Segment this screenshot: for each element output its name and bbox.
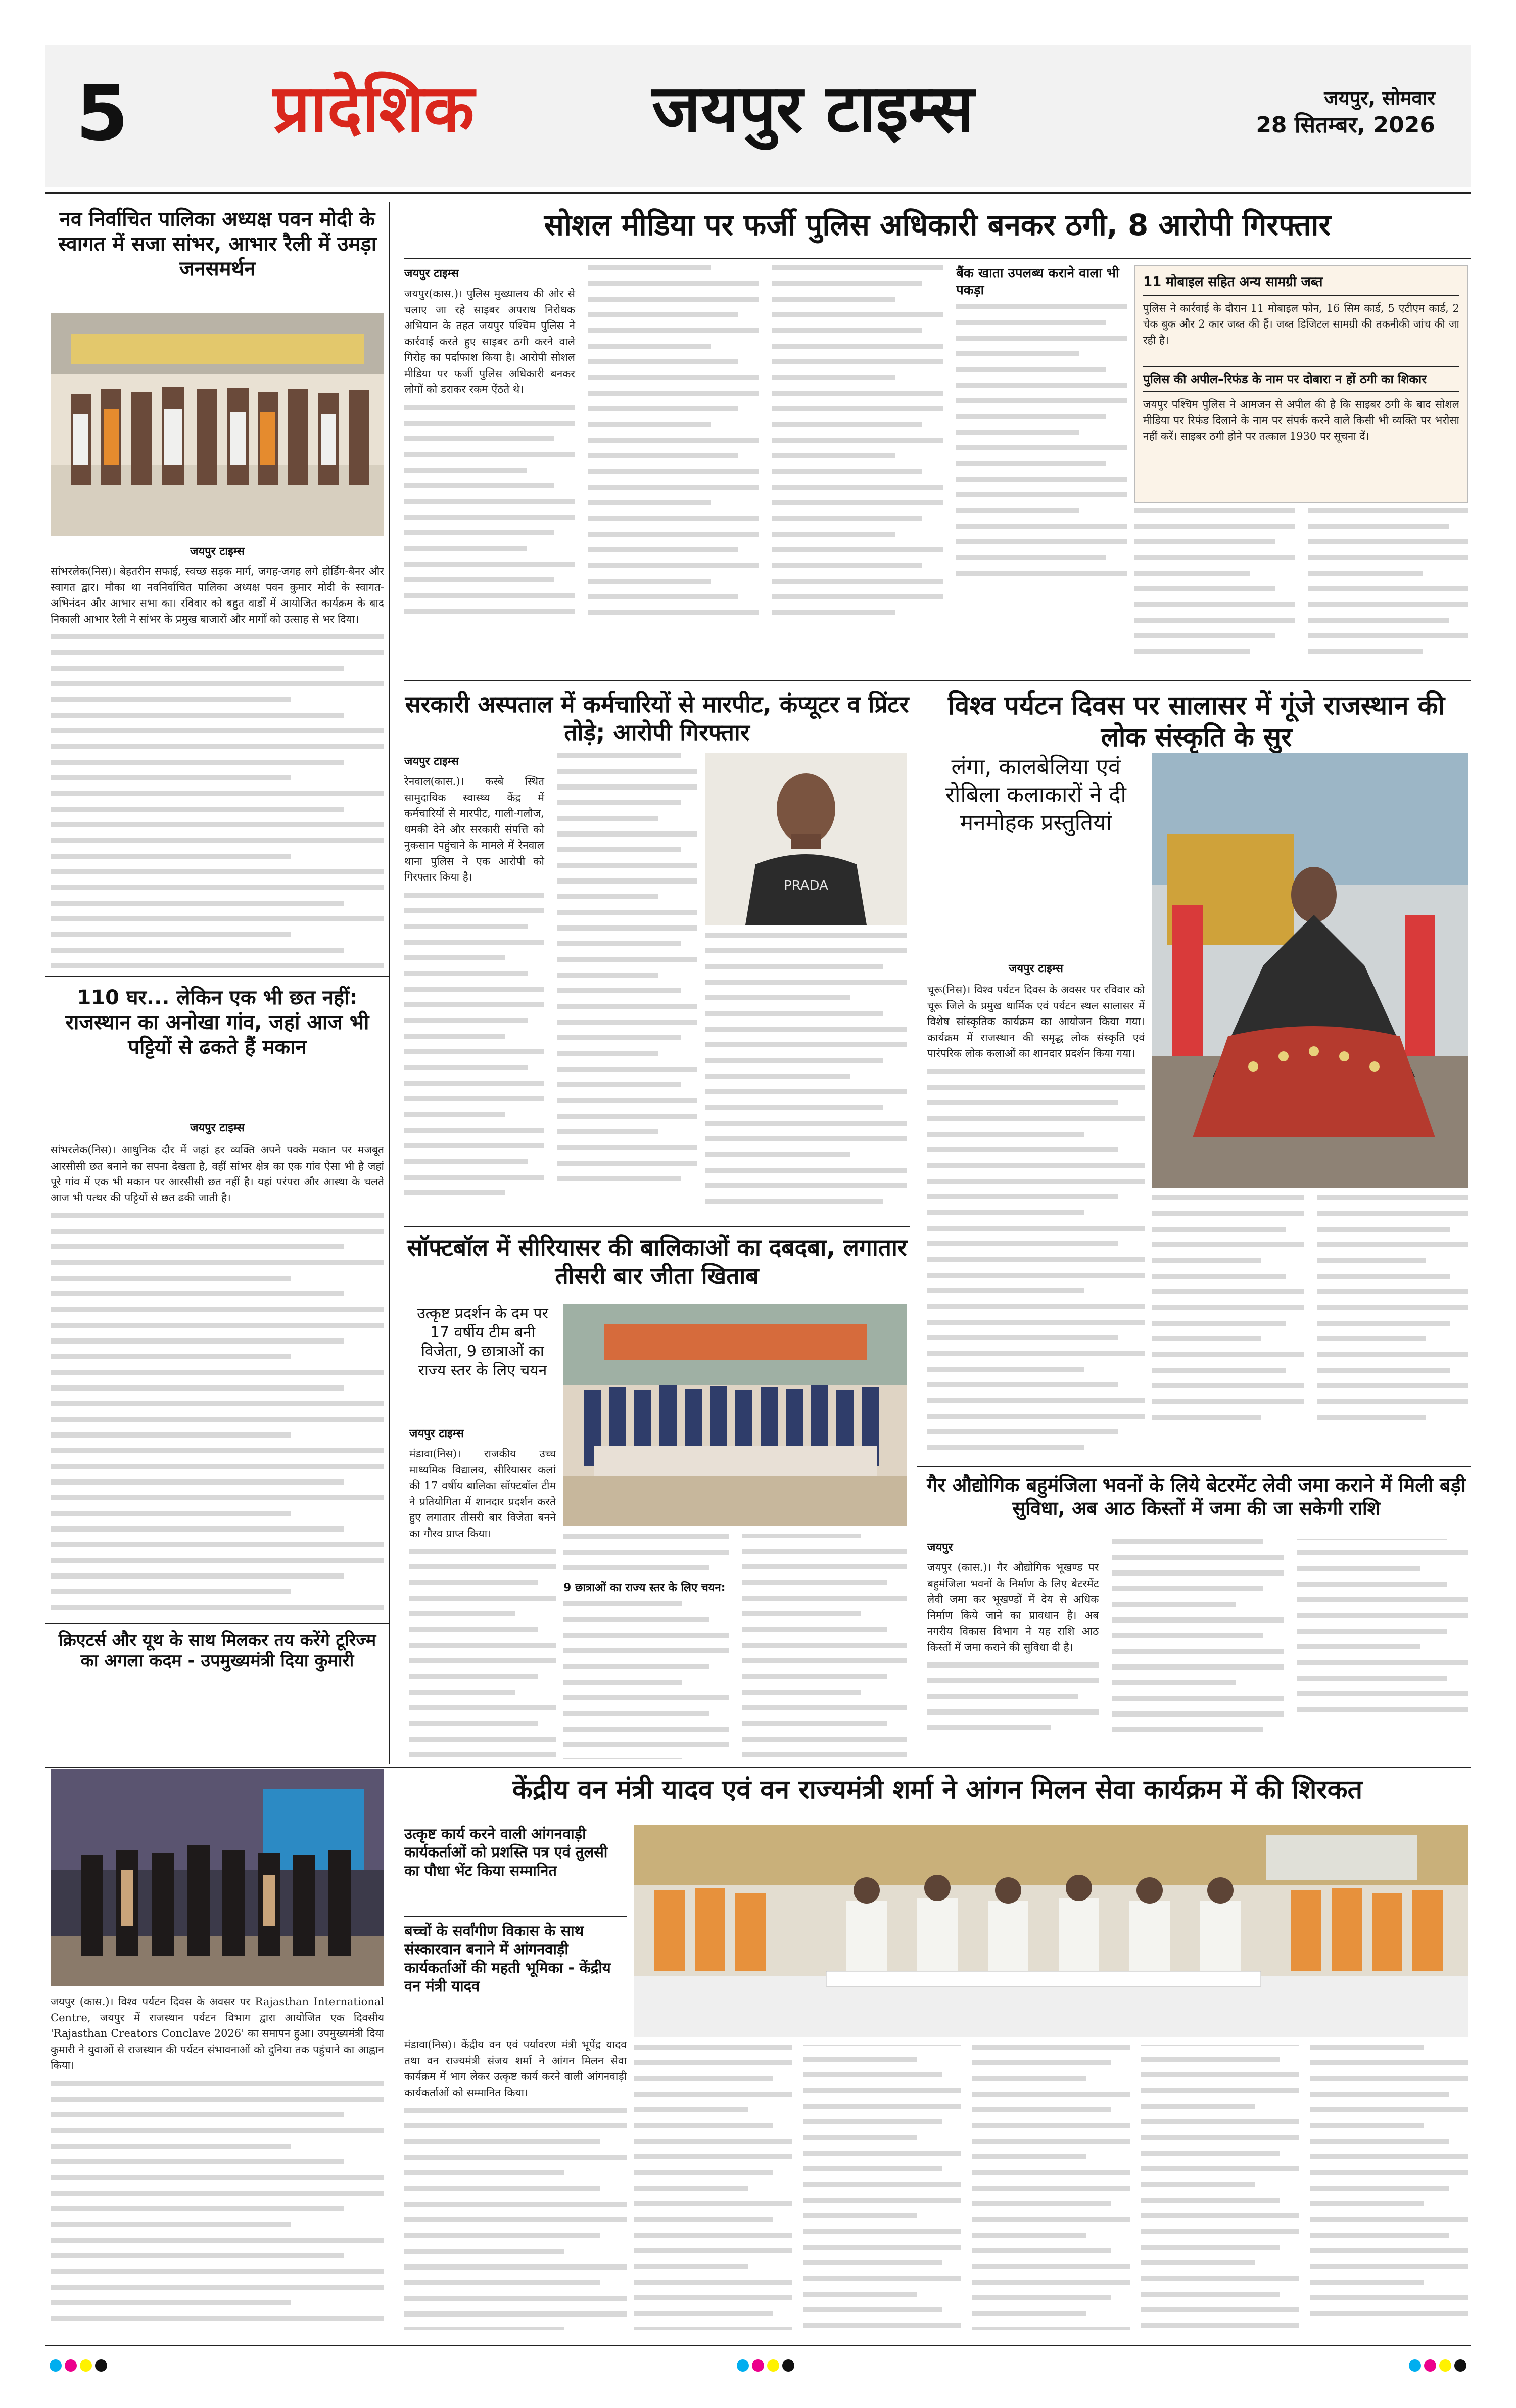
forest-lead: मंडावा(निस)। केंद्रीय वन एवं पर्यावरण मंत्री भूपेंद्र यादव तथा वन राज्यमंत्री संजय शर्मा ने आंगन मिलन सेवा कार्यक्रम में भाग लेकर उत्कृष्ट कार्य करने वाली आंगनवाड़ी कार्यकर्ताओं को सम्मानित किया। [404,2039,627,2099]
section-divider [404,1226,910,1227]
dateline [1193,86,1435,140]
section-divider [45,976,389,977]
tourism-lead: जयपुर (कास.)। विश्व पर्यटन दिवस के अवसर पर Rajasthan International Centre, जयपुर में राजस्थान पर्यटन विभाग द्वारा आयोजित एक दिवसीय 'Rajasthan Creators Conclave 2026' का समापन हुआ। उपमुख्यमंत्री दिया कुमारी ने युवाओं से राजस्थान की पर्यटन संभावनाओं को दुनिया तक पहुंचाने का आह्वान किया। [51,1996,384,2071]
betterment-body [927,1539,1468,1759]
headline-rule [404,258,1471,259]
rally-photo-image [51,313,384,536]
dancer-photo-image [1152,753,1468,1188]
village-byline: जयपुर टाइम्स [190,1122,245,1134]
pawan-byline: जयपुर टाइम्स [190,545,245,558]
police-headline: सोशल मीडिया पर फर्जी पुलिस अधिकारी बनकर ठगी, 8 आरोपी गिरफ्तार [544,208,1331,242]
salasar-body-right [1152,1195,1468,1461]
tourism-photo [51,1769,384,1986]
pawan-body [51,564,384,968]
text-placeholder [563,1534,907,1759]
text-placeholder [1134,508,1468,665]
salasar-deck: लंगा, कालबेलिया एवं रोबिला कलाकारों ने दी मनमोहक प्रस्तुतियां [945,754,1126,836]
text-placeholder [404,753,697,1199]
village-headline: 110 घर... लेकिन एक भी छत नहीं: राजस्थान का अनोखा गांव, जहां आज भी पट्टियों से ढकते हैं मकान [65,986,369,1059]
text-placeholder [51,2081,384,2321]
police-box-text: पुलिस ने कार्रवाई के दौरान 11 मोबाइल फोन, 16 सिम कार्ड, 5 एटीएम कार्ड, 2 चेक बुक और 2 कार जब्त की हैं। जब्त डिजिटल सामग्री की तकनीकी जांच की जा रही है। [1143,302,1459,346]
page-number: 5 [76,70,129,158]
salasar-photo [1152,753,1468,1188]
hospital-lead: रेनवाल(कास.)। कस्बे स्थित सामुदायिक स्वास्थ्य केंद्र में कर्मचारियों से मारपीट, गाली-गलौज, धमकी देने और सरकारी संपत्ति को नुकसान पहुंचाने के मामले में रेनवाल थाना पुलिस ने एक आरोपी को गिरफ्तार किया है। [404,775,544,883]
section-divider [404,680,1471,681]
issue-date: 28 सितम्बर, 2026 [1256,112,1435,138]
village-body [51,1142,384,1612]
police-info-box [1134,265,1468,503]
forest-deck-2: बच्चों के सर्वांगीण विकास के साथ संस्कारवान बनाने में आंगनवाड़ी कार्यकर्ताओं की महती भूमिका - केंद्रीय वन मंत्री यादव [404,1916,627,1995]
softball-body-right [563,1534,907,1759]
salasar-byline: जयपुर टाइम्स [1009,962,1063,975]
text-placeholder [409,1549,556,1759]
text-placeholder [705,933,907,1204]
text-placeholder [51,634,384,968]
section-divider [917,1466,1471,1467]
paper-title: जयपुर टाइम्स [652,70,974,147]
hospital-accused-photo [705,753,907,925]
softball-photo [563,1304,907,1526]
salasar-body-left [927,960,1145,1461]
tourism-body [51,1994,384,2323]
color-registration-marks [45,2355,1471,2376]
police-byline: जयपुर टाइम्स [404,267,459,280]
softball-subhead: 9 छात्राओं का राज्य स्तर के लिए चयन: [563,1582,726,1594]
softball-headline: सॉफ्टबॉल में सीरियासर की बालिकाओं का दबदबा, लगातार तीसरी बार जीता खिताब [407,1234,907,1290]
police-body-continued [1134,508,1468,675]
text-placeholder [1152,1195,1468,1430]
police-box-text2: जयपुर पश्चिम पुलिस ने आमजन से अपील की है कि साइबर ठगी के बाद सोशल मीडिया पर रिफंड दिलाने के नाम पर संपर्क करने वाले किसी भी व्यक्ति पर भरोसा नहीं करें। साइबर ठगी होने पर तत्काल 1930 पर सूचना दें। [1143,398,1459,442]
svg-text:PRADA: PRADA [784,878,828,893]
section-title: प्रादेशिक [273,70,475,147]
pawan-lead: सांभरलेक(निस)। बेहतरीन सफाई, स्वच्छ सड़क मार्ग, जगह-जगह लगे होर्डिंग-बैनर और स्वागत द्वार। मौका था नवनिर्वाचित पालिका अध्यक्ष पवन कुमार मोदी के स्वागत-अभिनंदन और आभार सभा का। रविवार को बहुत वार्डों में आयोजित कार्यक्रम के बाद निकाली आभार रैली ने सांभर के प्रमुख बाजारों और मार्गों को उत्साह से भर दिया। [51,565,384,625]
salasar-headline: विश्व पर्यटन दिवस पर सालासर में गूंजे राजस्थान की लोक संस्कृति के सुर [947,690,1445,753]
forest-deck-1: उत्कृष्ट कार्य करने वाली आंगनवाड़ी कार्यकर्ताओं को प्रशस्ति पत्र एवं तुलसी का पौधा भेंट किया सम्मानित [404,1825,608,1879]
forest-photo [634,1825,1468,2037]
event-photo-image [634,1825,1468,2037]
village-lead: सांभरलेक(निस)। आधुनिक दौर में जहां हर व्यक्ति अपने पक्के मकान पर मजबूत आरसीसी छत बनाने का सपना देखता है, वहीं सांभर क्षेत्र का एक गांव ऐसा भी है जहां पूरे गांव में एक भी मकान पर आरसीसी छत नहीं है। यहां परंपरा और आस्था के चलते आज भी पत्थर की पट्टियों से छत ढकी जाती है। [51,1144,384,1204]
hospital-headline: सरकारी अस्पताल में कर्मचारियों से मारपीट, कंप्यूटर व प्रिंटर तोड़े; आरोपी गिरफ्तार [405,690,909,747]
pawan-photo [51,313,384,536]
betterment-headline: गैर औद्योगिक बहुमंजिला भवनों के लिये बेटरमेंट लेवी जमा कराने में मिली बड़ी सुविधा, अब आठ किस्तों में जमा की जा सकेगी राशि [927,1474,1466,1520]
salasar-lead: चूरू(निस)। विश्व पर्यटन दिवस के अवसर पर रविवार को चूरू जिले के प्रमुख धार्मिक एवं पर्यटन स्थल सालासर में विशेष सांस्कृतिक कार्यक्रम का आयोजन किया गया। कार्यक्रम में राजस्थान की समृद्ध लोक संस्कृति एवं पारंपरिक लोक कलाओं का शानदार प्रदर्शन किया गया। [927,984,1145,1059]
hospital-body [404,753,697,1218]
hospital-body-right [705,933,907,1218]
section-divider [45,1623,389,1624]
section-divider [45,1767,1471,1768]
footer-rule [45,2345,1471,2346]
tourism-headline: क्रिएटर्स और यूथ के साथ मिलकर तय करेंगे टूरिज्म का अगला कदम - उपमुख्यमंत्री दिया कुमारी [58,1630,376,1672]
softball-deck: उत्कृष्ट प्रदर्शन के दम पर 17 वर्षीय टीम बनी विजेता, 9 छात्राओं का राज्य स्तर के लिए चयन [417,1305,548,1379]
team-photo-image [563,1304,907,1526]
pawan-headline: नव निर्वाचित पालिका अध्यक्ष पवन मोदी के स्वागत में सजा सांभर, आभार रैली में उमड़ा जनसमर्थन [58,208,377,281]
forest-headline: केंद्रीय वन मंत्री यादव एवं वन राज्यमंत्री शर्मा ने आंगन मिलन सेवा कार्यक्रम में की शिरकत [512,1775,1363,1805]
police-lead: जयपुर(कास.)। पुलिस मुख्यालय की ओर से चलाए जा रहे साइबर अपराध निरोधक अभियान के तहत जयपुर पश्चिम पुलिस ने कार्रवाई करते हुए साइबर ठगी करने वाले गिरोह का पर्दाफाश किया है। आरोपी सोशल मीडिया पर फर्जी पुलिस अधिकारी बनकर लोगों को डराकर रकम ऐंठते थे। [404,288,575,395]
betterment-lead: जयपुर (कास.)। गैर औद्योगिक भूखण्ड पर बहुमंजिला भवनों के निर्माण के लिए बेटरमेंट लेवी जमा कर भूखण्डों में देय से अधिक निर्माण किये जाने का प्रावधान है। अब नगरीय विकास विभाग ने यह राशि आठ किस्तों में जमा कराने की सुविधा दी है। [927,1561,1099,1653]
registration-dots [45,2355,1471,2376]
text-placeholder [634,2045,1468,2330]
softball-lead: मंडावा(निस)। राजकीय उच्च माध्यमिक विद्यालय, सीरियासर कलां की 17 वर्षीय बालिका सॉफ्टबॉल टीम ने प्रतियोगिता में शानदार प्रदर्शन करते हुए लगातार तीसरी बार विजेता बनने का गौरव प्राप्त किया। [409,1448,556,1540]
text-placeholder [927,1069,1145,1461]
text-placeholder [404,265,1127,616]
softball-body-left [409,1425,556,1759]
city-day: जयपुर, सोमवार [1324,87,1435,109]
betterment-byline: जयपुर [927,1541,953,1554]
conclave-photo-image [51,1769,384,1986]
column-divider [389,202,390,1764]
forest-body-right [634,2045,1468,2330]
text-placeholder [404,2108,627,2330]
softball-byline: जयपुर टाइम्स [409,1427,464,1440]
hospital-byline: जयपुर टाइम्स [404,755,459,768]
police-box-title2: पुलिस की अपील–रिफंड के नाम पर दोबारा न हों ठगी का शिकार [1143,366,1459,392]
police-subhead-bank: बैंक खाता उपलब्ध कराने वाला भी पकड़ा [956,266,1119,298]
police-body [404,265,1127,675]
police-box-title: 11 मोबाइल सहित अन्य सामग्री जब्त [1143,274,1459,296]
accused-photo-image [705,753,907,925]
forest-body-left [404,2037,627,2330]
masthead-rule [45,192,1471,194]
text-placeholder [51,1213,384,1612]
